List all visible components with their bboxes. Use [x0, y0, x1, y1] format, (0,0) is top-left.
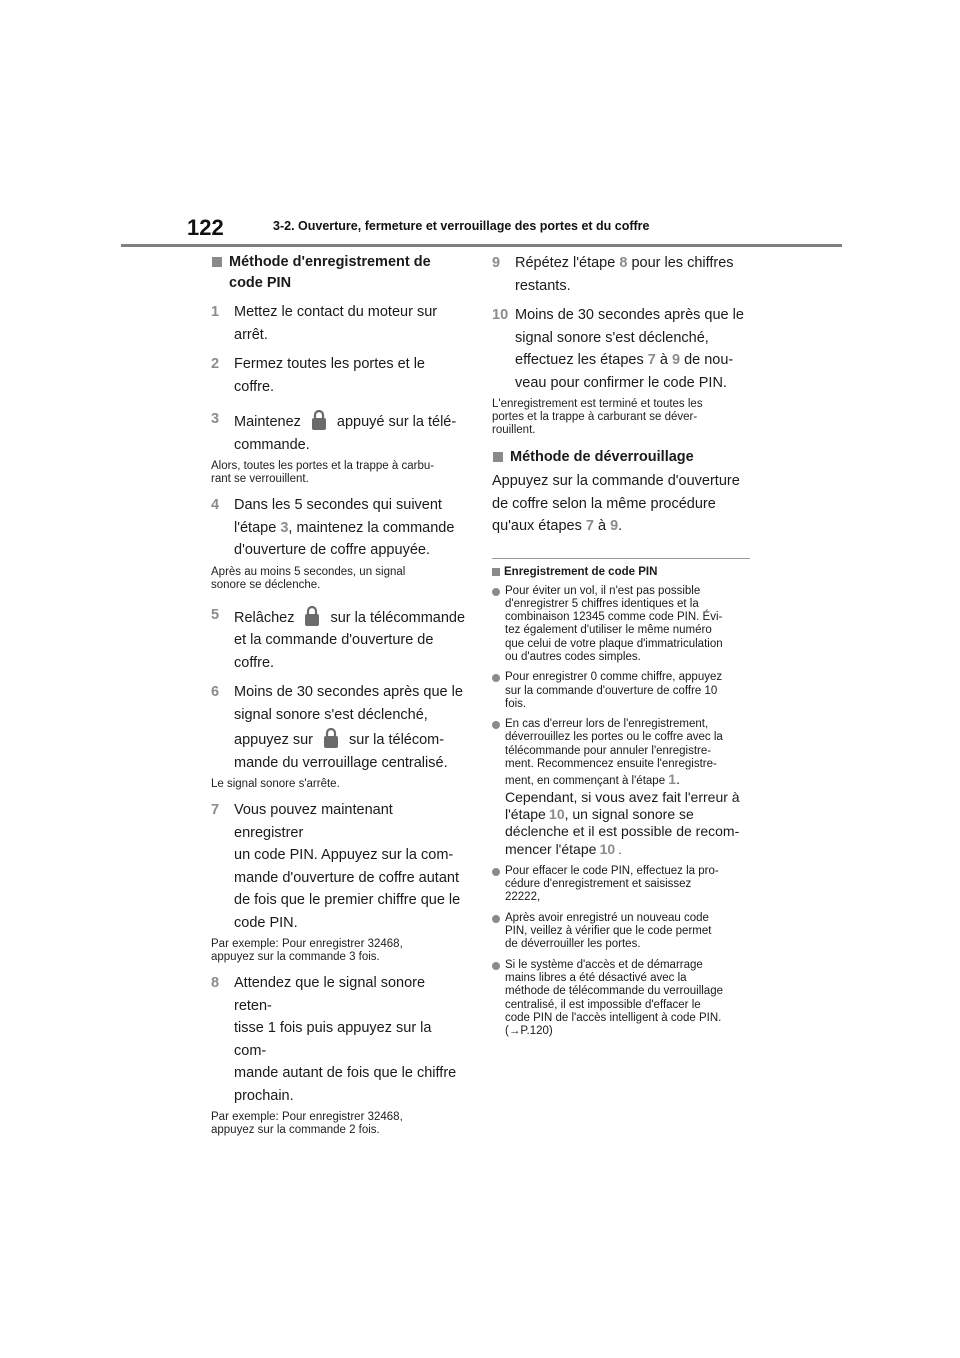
step-4: 4 Dans les 5 secondes qui suivent l'étape 3, maintenez la commande d'ouverture de coffre appuyée.	[211, 497, 455, 558]
square-bullet-icon	[212, 257, 222, 267]
step-5: 5 Relâchez sur la télécommande et la commande d'ouverture de coffre.	[211, 604, 466, 675]
lock-icon	[307, 408, 331, 432]
bullet-dot-icon	[492, 868, 500, 876]
note-step-6: Le signal sonore s'arrête.	[211, 778, 340, 790]
step-10: 10 Moins de 30 secondes après que le signal sonore s'est déclenché, effectuez les étapes 7 à 9 de nou- veau pour confirmer le code PIN.	[492, 307, 744, 391]
bullet-dot-icon	[492, 962, 500, 970]
step-9: 9 Répétez l'étape 8 pour les chiffres restants.	[492, 255, 734, 294]
bullet-dot-icon	[492, 915, 500, 923]
unlock-icon	[300, 604, 324, 628]
info-bullet-5: Après avoir enregistré un nouveau code PIN, veillez à vérifier que le code permet de déverrouiller les portes.	[492, 912, 750, 952]
step-6: 6 Moins de 30 secondes après que le signal sonore s'est déclenché, appuyez sur sur la télécom- mande du verrouillage centralisé.	[211, 684, 463, 771]
step-1: 1 Mettez le contact du moteur sur arrêt.	[211, 304, 438, 343]
note-step-8: Par exemple: Pour enregistrer 32468, appuyez sur la commande 2 fois.	[211, 1111, 403, 1136]
bullet-dot-icon	[492, 721, 500, 729]
info-bullet-4: Pour effacer le code PIN, effectuez la pro- cédure d'enregistrement et saisissez 22222,	[492, 865, 750, 905]
page-number: 122	[187, 215, 224, 240]
step-7: 7 Vous pouvez maintenant enregistrer un code PIN. Appuyez sur la com- mande d'ouverture de coffre autant de fois que le premier chiffre que le code PIN.	[211, 802, 461, 931]
note-step-3: Alors, toutes les portes et la trappe à carbu- rant se verrouillent.	[211, 460, 435, 485]
section-heading-pin-registration: Méthode d'enregistrement de code PIN	[211, 252, 466, 294]
step-8: 8 Attendez que le signal sonore reten- tisse 1 fois puis appuyez sur la com- mande autant de fois que le chiffre prochain.	[211, 975, 457, 1104]
square-bullet-icon	[492, 568, 500, 576]
info-divider	[492, 558, 750, 559]
lock-icon	[319, 726, 343, 750]
note-step-10: L'enregistrement est terminé et toutes les portes et la trappe à carburant se déver- rouillent.	[492, 398, 703, 436]
note-step-4: Après au moins 5 secondes, un signal sonore se déclenche.	[211, 565, 406, 591]
bullet-dot-icon	[492, 674, 500, 682]
info-heading-pin: Enregistrement de code PIN	[492, 565, 750, 579]
left-column	[211, 252, 466, 1145]
info-bullet-1: Pour éviter un vol, il n'est pas possible d'enregistrer 5 chiffres identiques et la combinaison 12345 comme code PIN. Évi- tez également d'utiliser le même numéro que celui de votre plaque d'immatriculation ou d'autres codes simples.	[492, 585, 750, 665]
info-bullet-6: Si le système d'accès et de démarrage mains libres a été désactivé avec la méthode de télécommande du verrouillage centralisé, il est impossible d'effacer le code PIN de l'accès intelligent à code PIN. (→P.120)	[492, 959, 750, 1039]
info-bullet-3: En cas d'erreur lors de l'enregistrement, déverrouillez les portes ou le coffre avec la télécommande pour annuler l'enregistre- ment. Recommencez ensuite l'enregistre- ment, en commençant à l'étape 1. Cependant, si vous avez fait l'erreur à l'étape 10, un signal sonore se déclenche et il est possible de recom- mencer l'étape 10 .	[492, 718, 750, 858]
note-step-7: Par exemple: Pour enregistrer 32468, appuyez sur la commande 3 fois.	[211, 938, 403, 963]
chapter-title: 3-2. Ouverture, fermeture et verrouillage des portes et du coffre	[273, 219, 650, 233]
step-3: 3 Maintenez appuyé sur la télé- commande.	[211, 408, 466, 456]
right-column	[492, 252, 750, 1045]
page-reference-link[interactable]: (→P.120)	[505, 1025, 553, 1038]
square-bullet-icon	[493, 452, 503, 462]
bullet-dot-icon	[492, 588, 500, 596]
header-divider	[121, 244, 842, 247]
step-2: 2 Fermez toutes les portes et le coffre.	[211, 356, 425, 395]
unlock-method-text: Appuyez sur la commande d'ouverture de coffre selon la même procédure qu'aux étapes 7 à 9.	[492, 473, 740, 534]
section-heading-unlock-method: Méthode de déverrouillage	[492, 447, 750, 468]
info-bullet-2: Pour enregistrer 0 comme chiffre, appuyez sur la commande d'ouverture de coffre 10 fois.	[492, 671, 750, 711]
